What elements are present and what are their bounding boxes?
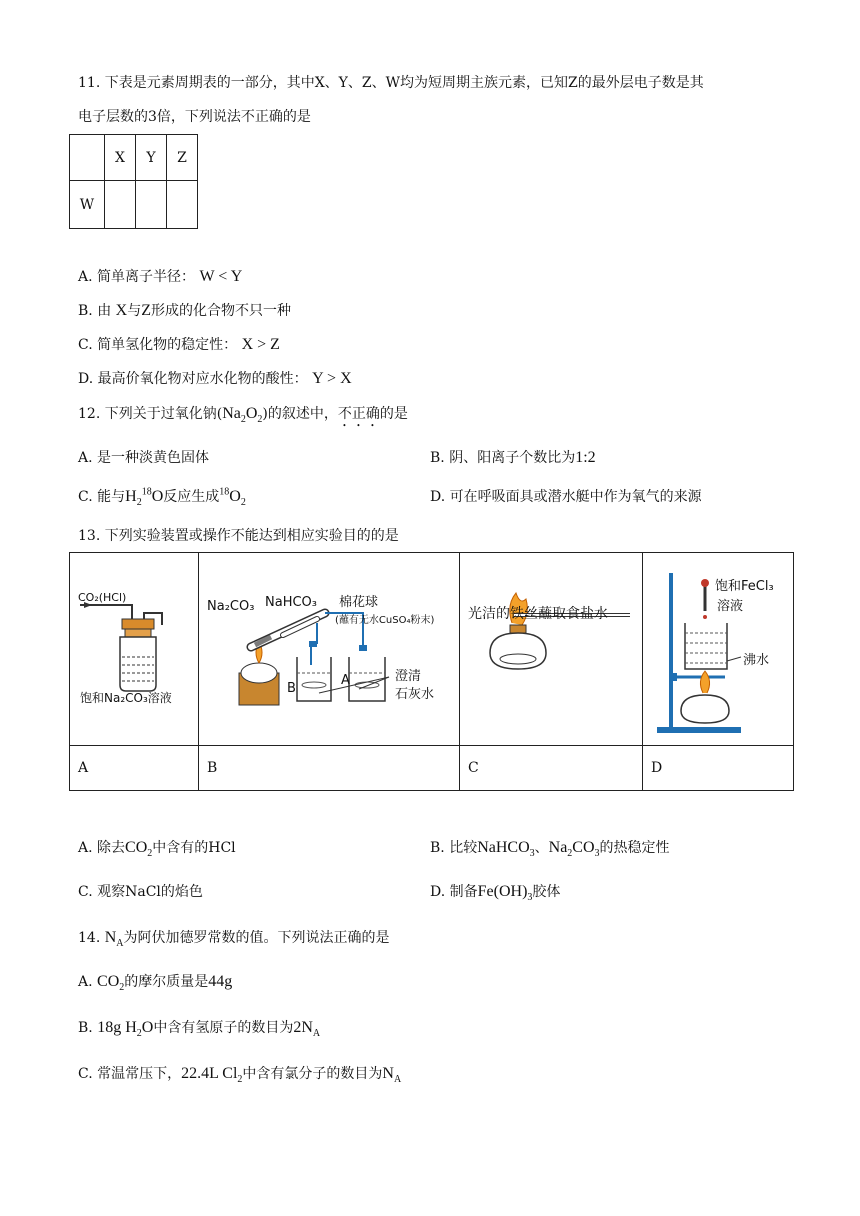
figure-b [199, 553, 459, 745]
q11-option-c [78, 335, 280, 355]
label-c: C [460, 746, 643, 791]
beaker-b-label: B [287, 681, 296, 696]
figure-c-cell [460, 553, 643, 746]
boiling-water-label: 沸水 [743, 653, 770, 668]
table-cell-z: Z [167, 135, 198, 181]
figure-d-cell [643, 553, 794, 746]
q13-option-d: D. 制备$Fe(OH)_3$胶体 [430, 883, 561, 904]
q11-option-b [78, 301, 291, 321]
option-text: 与 [127, 303, 142, 319]
q14-stem: 14. $N_A$为阿伏加德罗常数的值。下列说法正确的是 [78, 929, 390, 950]
cotton-note: (蘸有无水CuSO₄粉末) [335, 615, 435, 626]
gas-label: CO₂(HCl) [78, 591, 127, 604]
iron-wire-label: 光洁的铁丝蘸取食盐水 [468, 606, 608, 622]
experiment-table [69, 552, 794, 791]
label-d: D [643, 746, 794, 791]
q14-option-b: B. 18g $H_2O$中含有氢原子的数目为$2N_A$ [78, 1019, 321, 1040]
table-cell-x: X [105, 135, 136, 181]
option-text: D. 最高价氧化物对应水化物的酸性： [78, 371, 308, 387]
gas-washing-bottle-figure [70, 553, 198, 745]
option-math: X > Z [241, 336, 280, 353]
option-text: 形成的化合物不只一种 [151, 303, 291, 319]
table-cell [70, 135, 105, 181]
figure-b-cell [199, 553, 460, 746]
q13-option-a: A. 除去$CO_2$中含有的HCl [78, 839, 236, 860]
q11-option-d [78, 369, 352, 389]
figure-a-cell [70, 553, 199, 746]
stem-text: )的叙述中， [262, 406, 338, 422]
figure-c [460, 553, 642, 745]
label-b: B [199, 746, 460, 791]
label-a: A [70, 746, 199, 791]
solution-label: 饱和Na₂CO₃溶液 [80, 691, 172, 705]
beaker-a-label: A [341, 673, 350, 688]
option-text: B. 由 [78, 303, 112, 319]
limewater-label-1: 澄清 [395, 669, 422, 684]
thermal-stability-figure [199, 553, 459, 745]
emphasis-text: 不正确 [337, 406, 380, 422]
figure-a [70, 553, 198, 745]
q11-stem-line2: 电子层数的3倍，下列说法不正确的是 [78, 109, 311, 125]
q13-stem: 13. 下列实验装置或操作不能达到相应实验目的的是 [78, 528, 399, 544]
option-math: Y > X [312, 370, 352, 387]
table-cell [136, 181, 167, 229]
table-cell [167, 181, 198, 229]
flame-test-figure [460, 553, 642, 745]
table-cell-y: Y [136, 135, 167, 181]
fecl3-label-2: 溶液 [717, 599, 744, 614]
q12-option-b: B. 阴、阳离子个数比为1:2 [430, 449, 596, 466]
option-math: X [115, 302, 128, 319]
table-cell-w: W [70, 181, 105, 229]
stem-text: 12. 下列关于过氧化钠( [78, 406, 223, 422]
na2co3-label: Na₂CO₃ [207, 599, 255, 614]
stem-text: 的是 [379, 406, 408, 422]
q14-option-c: C. 常温常压下，22.4L $Cl_2$中含有氯分子的数目为$N_A$ [78, 1065, 402, 1086]
option-math: W < Y [199, 268, 243, 285]
option-text: A. 简单离子半径： [78, 269, 196, 285]
q12-option-d: D. 可在呼吸面具或潜水艇中作为氧气的来源 [430, 489, 702, 505]
option-text: C. 简单氢化物的稳定性： [78, 337, 238, 353]
periodic-table-fragment [69, 134, 198, 229]
figure-d [643, 553, 793, 745]
limewater-label-2: 石灰水 [395, 687, 435, 702]
q11-stem-line1: 11. 下表是元素周期表的一部分，其中X、Y、Z、W均为短周期主族元素，已知Z的最外层电子数是其 [78, 75, 704, 91]
q12-stem [78, 404, 408, 430]
q14-option-a: A. $CO_2$的摩尔质量是44g [78, 973, 233, 994]
cotton-label: 棉花球 [339, 595, 379, 610]
nahco3-label: NaHCO₃ [265, 595, 317, 610]
q12-option-c: C. 能与$H_2^{18}O$反应生成$^{18}O_2$ [78, 486, 246, 509]
fecl3-label-1: 饱和FeCl₃ [715, 579, 774, 594]
q11-option-a [78, 267, 242, 287]
q12-option-a: A. 是一种淡黄色固体 [78, 450, 210, 466]
option-math: Z [141, 302, 151, 319]
formula: $Na_2O_2$ [222, 405, 263, 426]
table-cell [105, 181, 136, 229]
q13-option-b: B. 比较NaHCO$_3$、$Na_2CO_3$的热稳定性 [430, 839, 670, 860]
q13-option-c: C. 观察NaCl的焰色 [78, 884, 203, 900]
